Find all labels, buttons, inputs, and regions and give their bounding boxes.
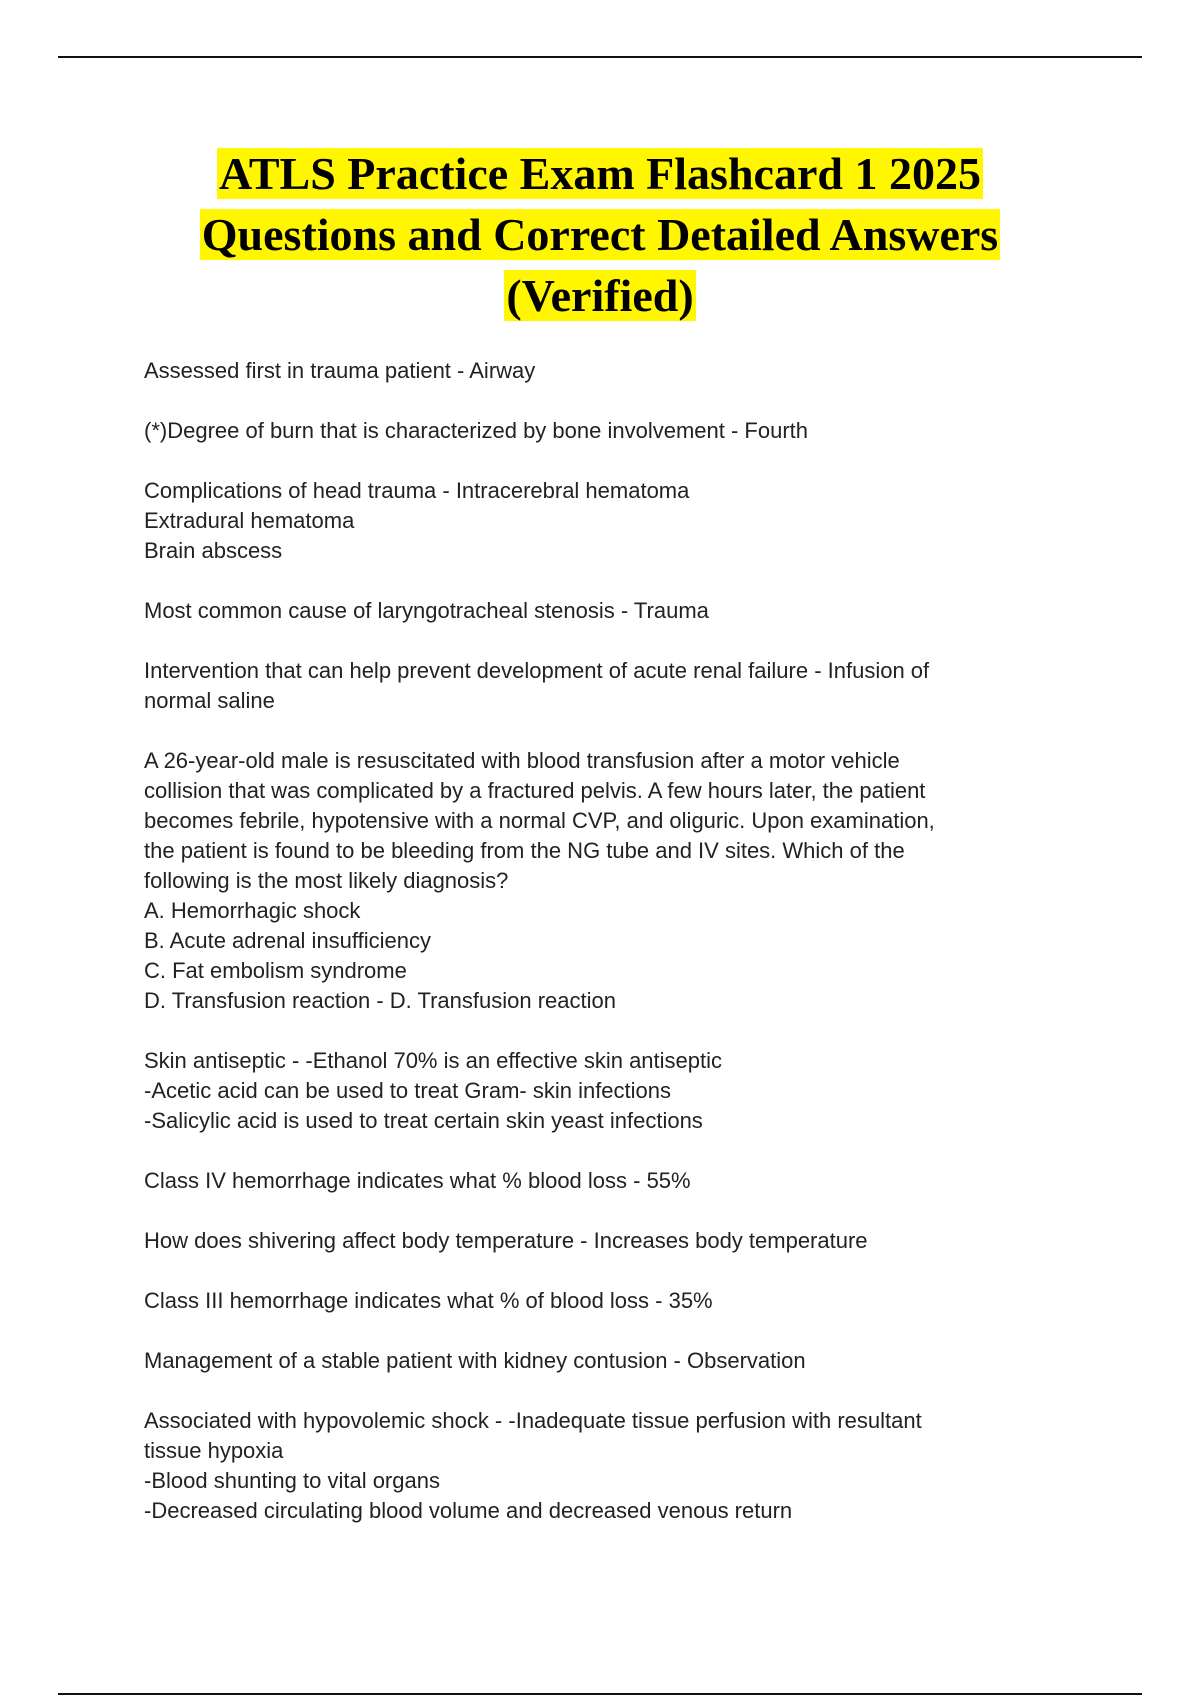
entry-line: A 26-year-old male is resuscitated with blood transfusion after a motor vehicle [144,748,900,773]
flashcard-entry [144,1166,1024,1196]
flashcard-entry [144,1346,1024,1376]
bottom-rule [58,1693,1142,1695]
entry-line: Class III hemorrhage indicates what % of blood loss - 35% [144,1288,713,1313]
entry-line: -Decreased circulating blood volume and decreased venous return [144,1498,793,1523]
entry-line: Skin antiseptic - -Ethanol 70% is an effective skin antiseptic [144,1048,723,1073]
entry-line: tissue hypoxia [144,1438,284,1463]
flashcard-entry [144,1046,1024,1136]
title-line: ATLS Practice Exam Flashcard 1 2025 [219,148,981,199]
flashcard-entry [144,356,1024,386]
entry-line: the patient is found to be bleeding from the NG tube and IV sites. Which of the [144,838,905,863]
entry-line: -Blood shunting to vital organs [144,1468,440,1493]
title-line: Questions and Correct Detailed Answers [201,209,999,260]
title-line: (Verified) [506,270,694,321]
entry-line: following is the most likely diagnosis? [144,868,509,893]
flashcard-entry [144,1406,1024,1526]
entry-line: Brain abscess [144,538,283,563]
entry-line: How does shivering affect body temperature - Increases body temperature [144,1228,868,1253]
entry-line: Associated with hypovolemic shock - -Inadequate tissue perfusion with resultant [144,1408,922,1433]
entry-line: Complications of head trauma - Intracerebral hematoma [144,478,690,503]
entry-line: Intervention that can help prevent development of acute renal failure - Infusion of [144,658,930,683]
entry-line: becomes febrile, hypotensive with a normal CVP, and oliguric. Upon examination, [144,808,935,833]
flashcard-entry [144,1226,1024,1256]
answer-option: C. Fat embolism syndrome [144,958,407,983]
answer-option: D. Transfusion reaction - D. Transfusion reaction [144,988,616,1013]
entry-line: collision that was complicated by a fractured pelvis. A few hours later, the patient [144,778,926,803]
top-rule [58,56,1142,58]
answer-option: A. Hemorrhagic shock [144,898,361,923]
flashcard-list [144,356,1024,1556]
flashcard-entry [144,656,1024,716]
entry-line: Management of a stable patient with kidney contusion - Observation [144,1348,806,1373]
flashcard-entry [144,476,1024,566]
entry-line: -Salicylic acid is used to treat certain skin yeast infections [144,1108,703,1133]
answer-option: B. Acute adrenal insufficiency [144,928,431,953]
flashcard-entry [144,596,1024,626]
flashcard-entry [144,1286,1024,1316]
entry-line: Class IV hemorrhage indicates what % blood loss - 55% [144,1168,691,1193]
entry-line: Assessed first in trauma patient - Airway [144,358,536,383]
flashcard-entry [144,746,1024,1016]
entry-line: Most common cause of laryngotracheal stenosis - Trauma [144,598,709,623]
flashcard-entry [144,416,1024,446]
entry-line: (*)Degree of burn that is characterized by bone involvement - Fourth [144,418,808,443]
entry-line: normal saline [144,688,275,713]
entry-line: -Acetic acid can be used to treat Gram- skin infections [144,1078,672,1103]
document-title [100,143,1100,326]
entry-line: Extradural hematoma [144,508,355,533]
